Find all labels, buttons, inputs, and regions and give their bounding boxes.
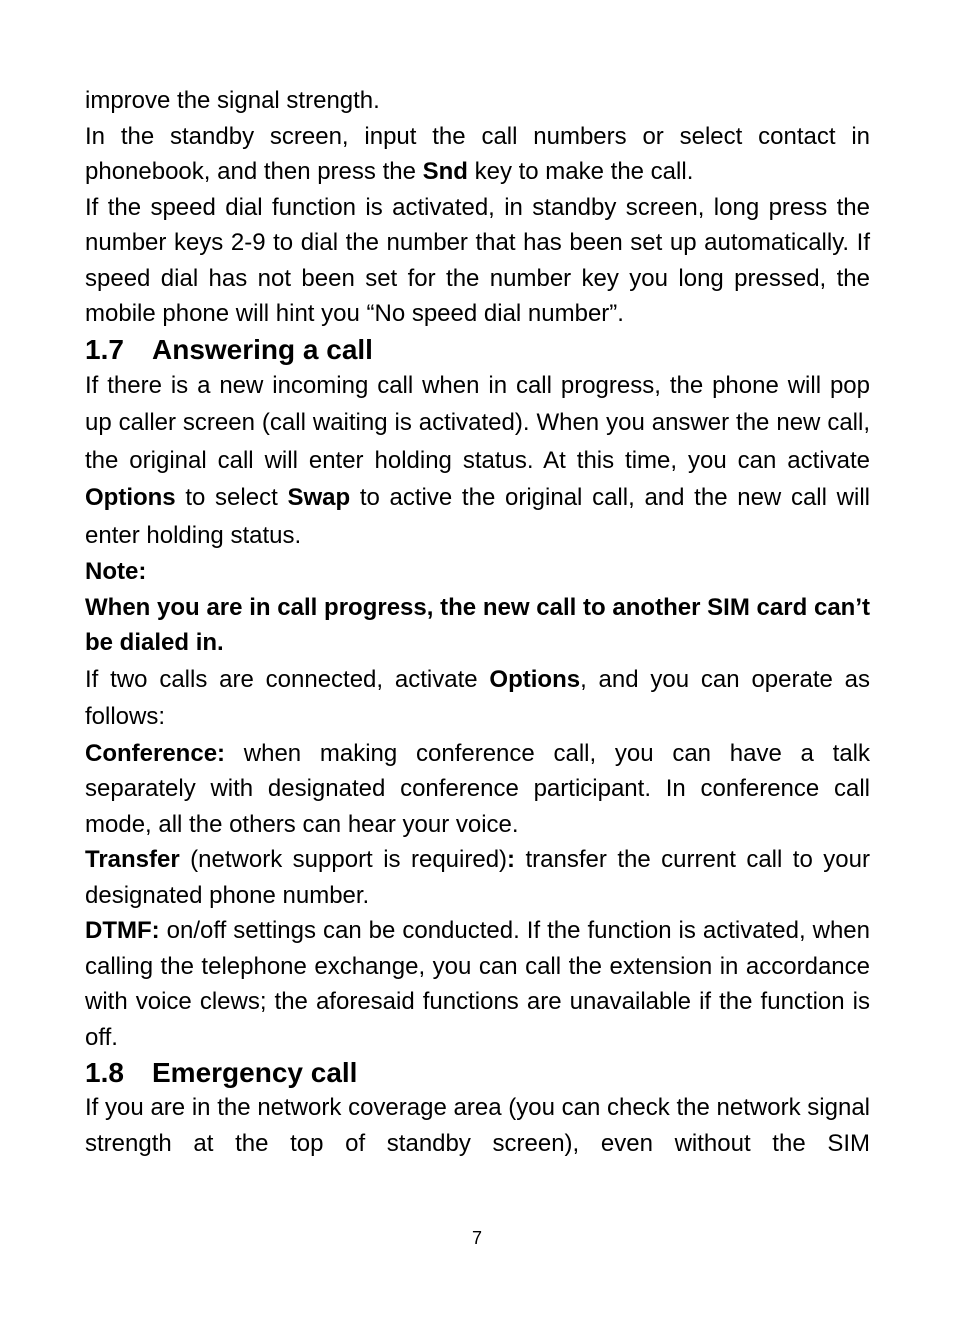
text: If there is a new incoming call when in call progress, the phone will pop up caller screen (call waiting is activated). When you answer the new call, the original call will enter holding status. At this time, you can activate: [85, 371, 870, 474]
conference-label: Conference:: [85, 739, 226, 767]
section-title: Emergency call: [152, 1057, 358, 1088]
options-label: Options: [85, 484, 176, 511]
text: key to make the call.: [467, 158, 694, 185]
note-text: [85, 590, 870, 661]
document-page: [85, 83, 870, 1161]
section-number: 1.7: [85, 333, 124, 365]
section-heading-answering: [85, 332, 870, 367]
options-label: Options: [489, 665, 581, 693]
snd-key-label: Snd: [422, 158, 468, 185]
paragraph-emergency: If you are in the network coverage area (you can check the network signal strength at the top of standby screen), even without the SIM: [85, 1094, 870, 1157]
paragraph-signal: improve the signal strength.: [85, 87, 380, 114]
note-label-text: Note:: [85, 558, 147, 585]
page-number: 7: [471, 1228, 482, 1248]
dtmf-label: DTMF:: [85, 917, 160, 944]
section-title: Answering a call: [152, 333, 373, 365]
text: (network support is required): [179, 846, 508, 873]
text: , and you can operate as follows:: [85, 665, 871, 730]
text: transfer the current call to your designated phone number.: [85, 846, 870, 909]
text: when making conference call, you can have a talk separately with designated conference participant. In conference call mode, all the others can hear your voice.: [85, 739, 870, 838]
text: to active the original call, and the new call will enter holding status.: [85, 484, 870, 549]
paragraph-speed-dial: If the speed dial function is activated, in standby screen, long press the number keys 2-9 to dial the number that has been set up automatically. If speed dial has not been set for the number key you long pressed, the mobile phone will hint you “No speed dial number”.: [85, 193, 870, 327]
text: In the standby screen, input the call numbers or select contact in phonebook, and then press the: [85, 122, 870, 185]
colon: :: [507, 846, 516, 873]
paragraph-dtmf: [85, 913, 870, 1055]
paragraph-transfer: [85, 842, 870, 913]
paragraph-incoming-call: [85, 367, 870, 555]
paragraph-conference: [85, 736, 870, 843]
swap-label: Swap: [287, 484, 351, 511]
note-body: When you are in call progress, the new call to another SIM card can’t be dialed in.: [85, 593, 870, 656]
section-number: 1.8: [85, 1057, 124, 1088]
section-heading-emergency: [85, 1055, 870, 1090]
paragraph-make-call: [85, 119, 870, 190]
transfer-label: Transfer: [85, 846, 180, 873]
text: on/off settings can be conducted. If the function is activated, when calling the telephone exchange, you can call the extension in accordance with voice clews; the aforesaid functions are unavailable if the function is off.: [85, 917, 870, 1051]
text: to select: [175, 484, 288, 511]
note-label: [85, 554, 870, 590]
text: If two calls are connected, activate: [85, 665, 490, 693]
paragraph-two-calls: [85, 661, 870, 736]
